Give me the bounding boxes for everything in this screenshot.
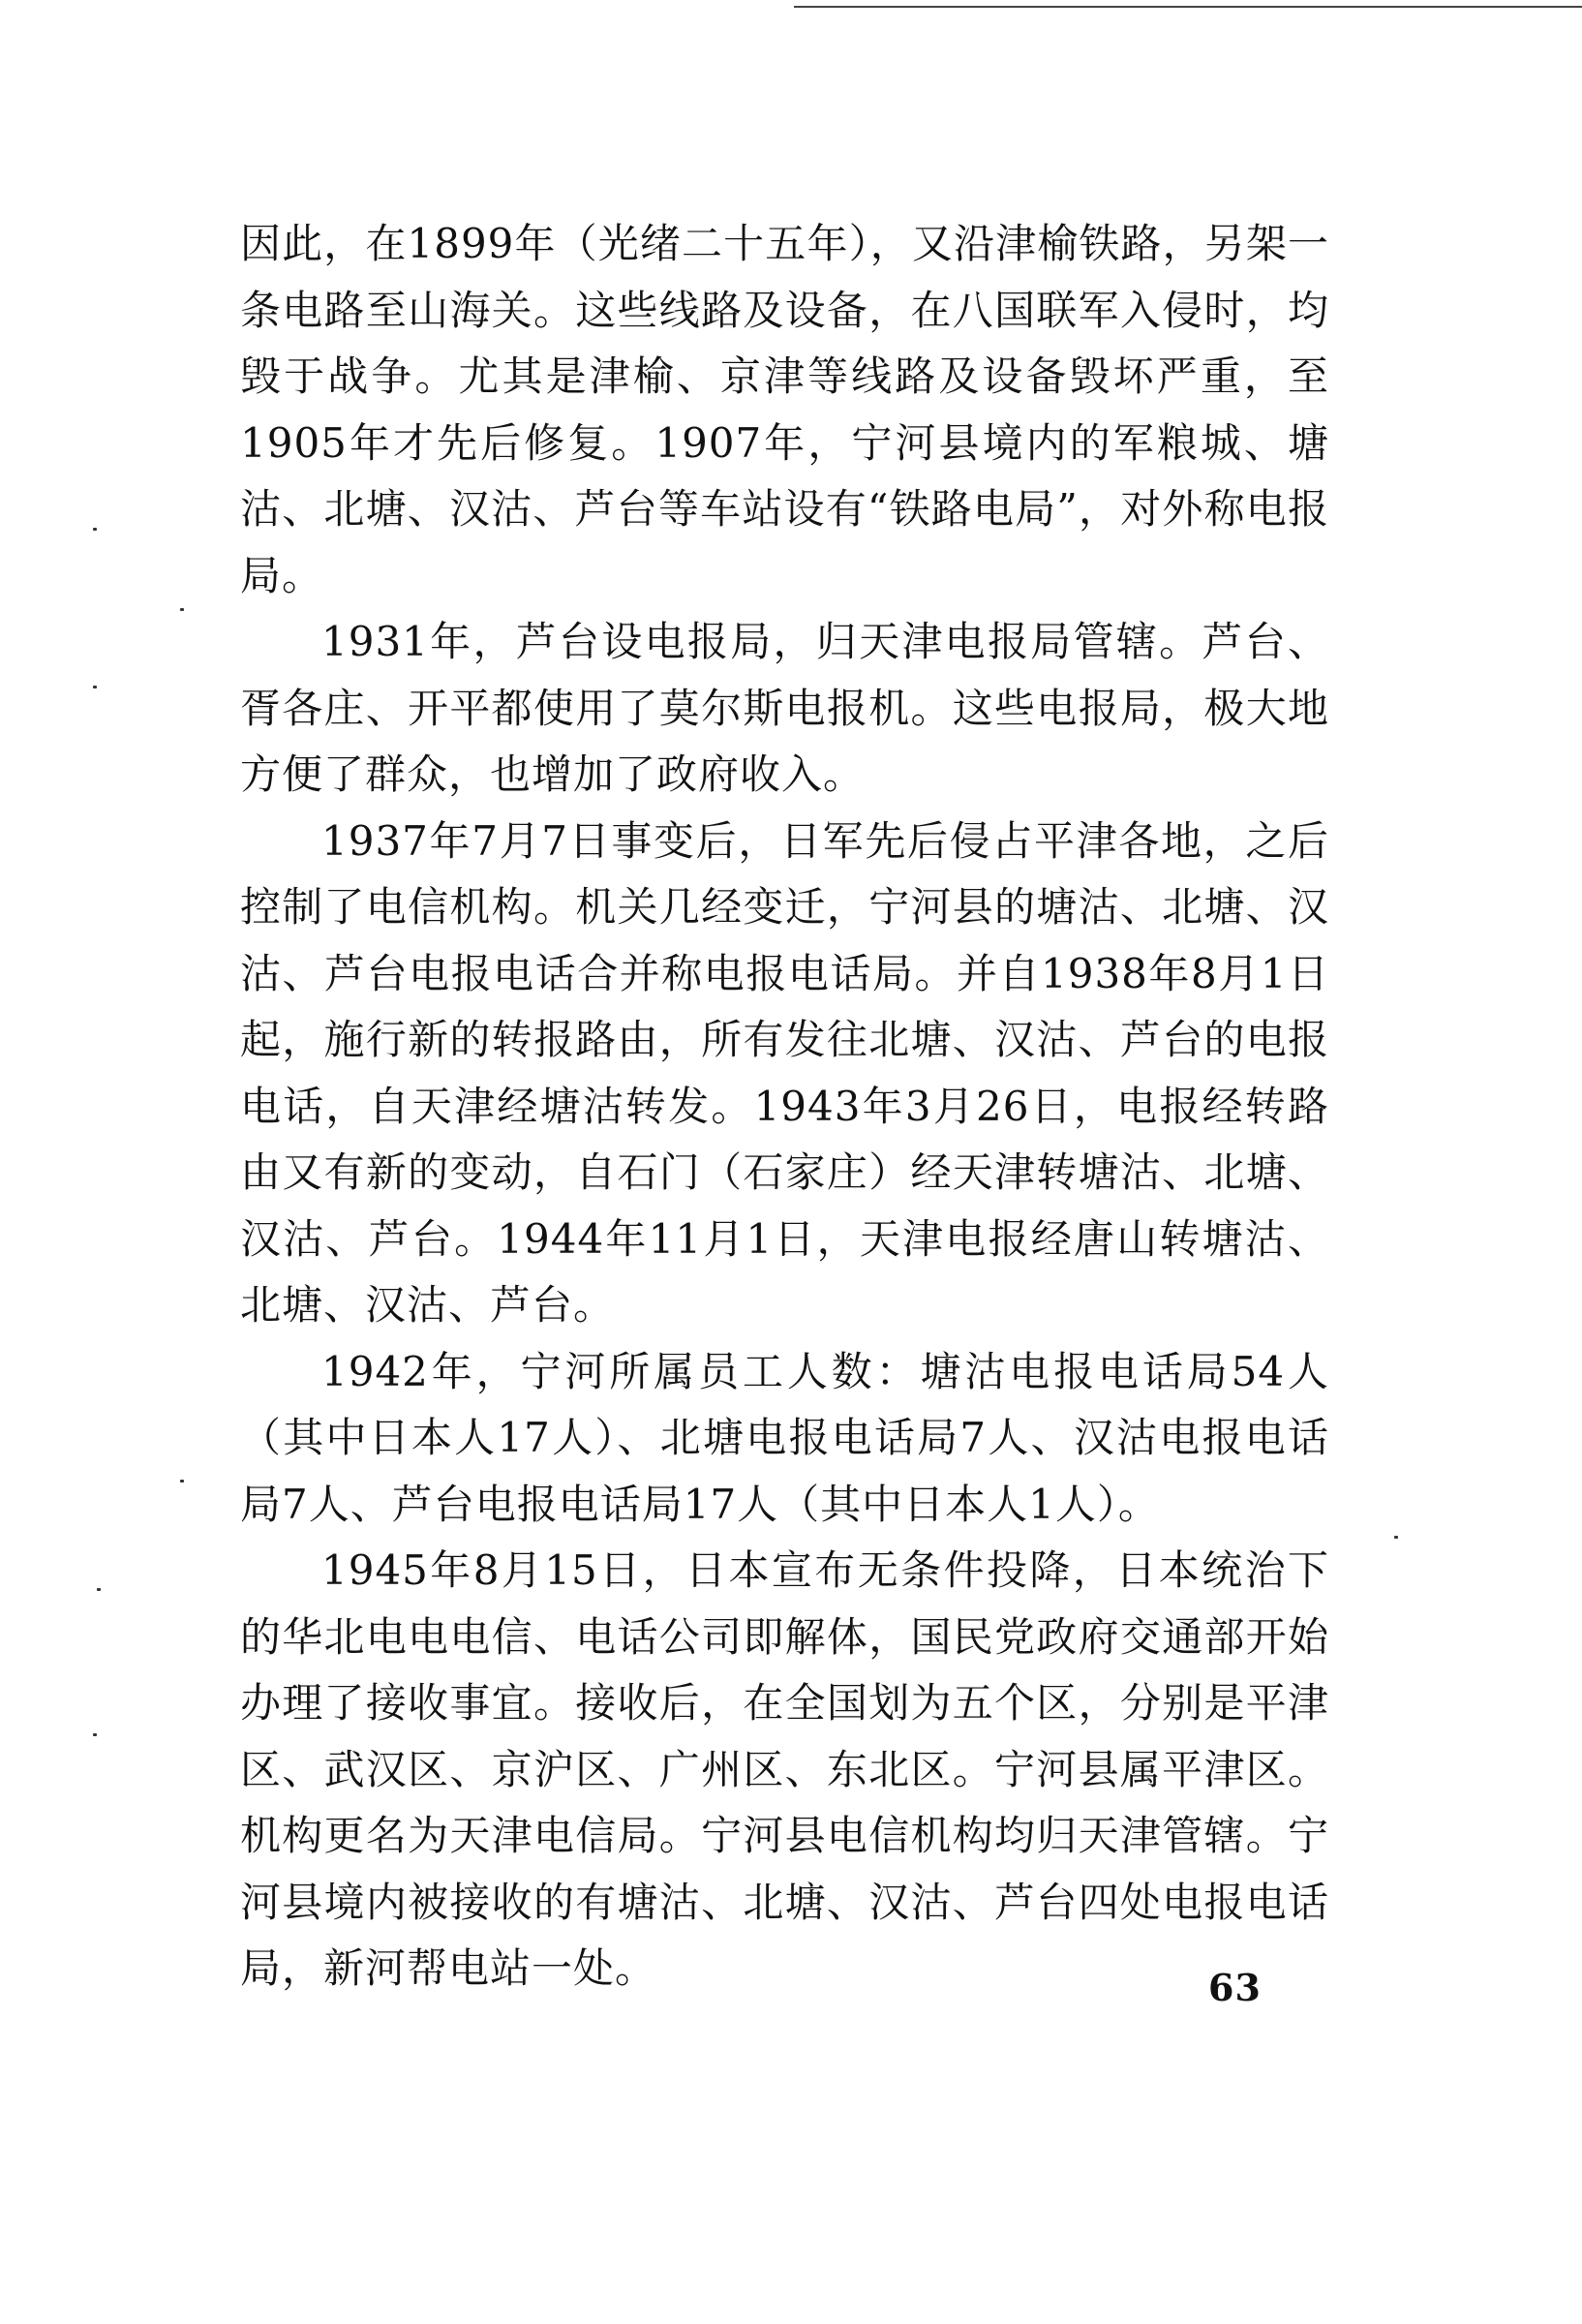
scan-speck — [180, 608, 184, 611]
scan-speck — [97, 1588, 101, 1591]
paragraph-5: 1945年8月15日，日本宣布无条件投降，日本统治下的华北电电电信、电话公司即解体，国民党政府交通部开始办理了接收事宜。接收后，在全国划为五个区，分别是平津区、武汉区、京沪区、广州区、东北区。宁河县属平津区。机构更名为天津电信局。宁河县电信机构均归天津管辖。宁河县境内被接收的有塘沽、北塘、汉沽、芦台四处电报电话局，新河帮电站一处。 — [240, 1546, 1329, 1992]
paragraph-1: 因此，在1899年（光绪二十五年），又沿津榆铁路，另架一条电路至山海关。这些线路及设备，在八国联军入侵时，均毁于战争。尤其是津榆、京津等线路及设备毁坏严重，至1905年才先后修复。1907年，宁河县境内的军粮城、塘沽、北塘、汉沽、芦台等车站设有“铁路电局”，对外称电报局。 — [240, 220, 1329, 599]
paragraph-2: 1931年，芦台设电报局，归天津电报局管辖。芦台、胥各庄、开平都使用了莫尔斯电报机。这些电报局，极大地方便了群众，也增加了政府收入。 — [240, 618, 1329, 798]
scan-speck — [180, 1480, 184, 1483]
scan-speck — [93, 686, 97, 688]
top-rule — [794, 6, 1582, 8]
page-number: 63 — [1208, 1966, 1262, 2009]
paragraph-3: 1937年7月7日事变后，日军先后侵占平津各地，之后控制了电信机构。机关几经变迁，宁河县的塘沽、北塘、汉沽、芦台电报电话合并称电报电话局。并自1938年8月1日起，施行新的转报路由，所有发往北塘、汉沽、芦台的电报电话，自天津经塘沽转发。1943年3月26日，电报经转路由又有新的变动，自石门（石家庄）经天津转塘沽、北塘、汉沽、芦台。1944年11月1日，天津电报经唐山转塘沽、北塘、汉沽、芦台。 — [240, 816, 1329, 1329]
scan-speck — [93, 1733, 97, 1736]
scan-speck — [93, 528, 97, 531]
scan-speck — [1394, 1536, 1398, 1539]
paragraph-4: 1942年，宁河所属员工人数：塘沽电报电话局54人（其中日本人17人）、北塘电报电话局7人、汉沽电报电话局7人、芦台电报电话局17人（其中日本人1人）。 — [240, 1347, 1329, 1528]
body-text — [240, 211, 1329, 2003]
